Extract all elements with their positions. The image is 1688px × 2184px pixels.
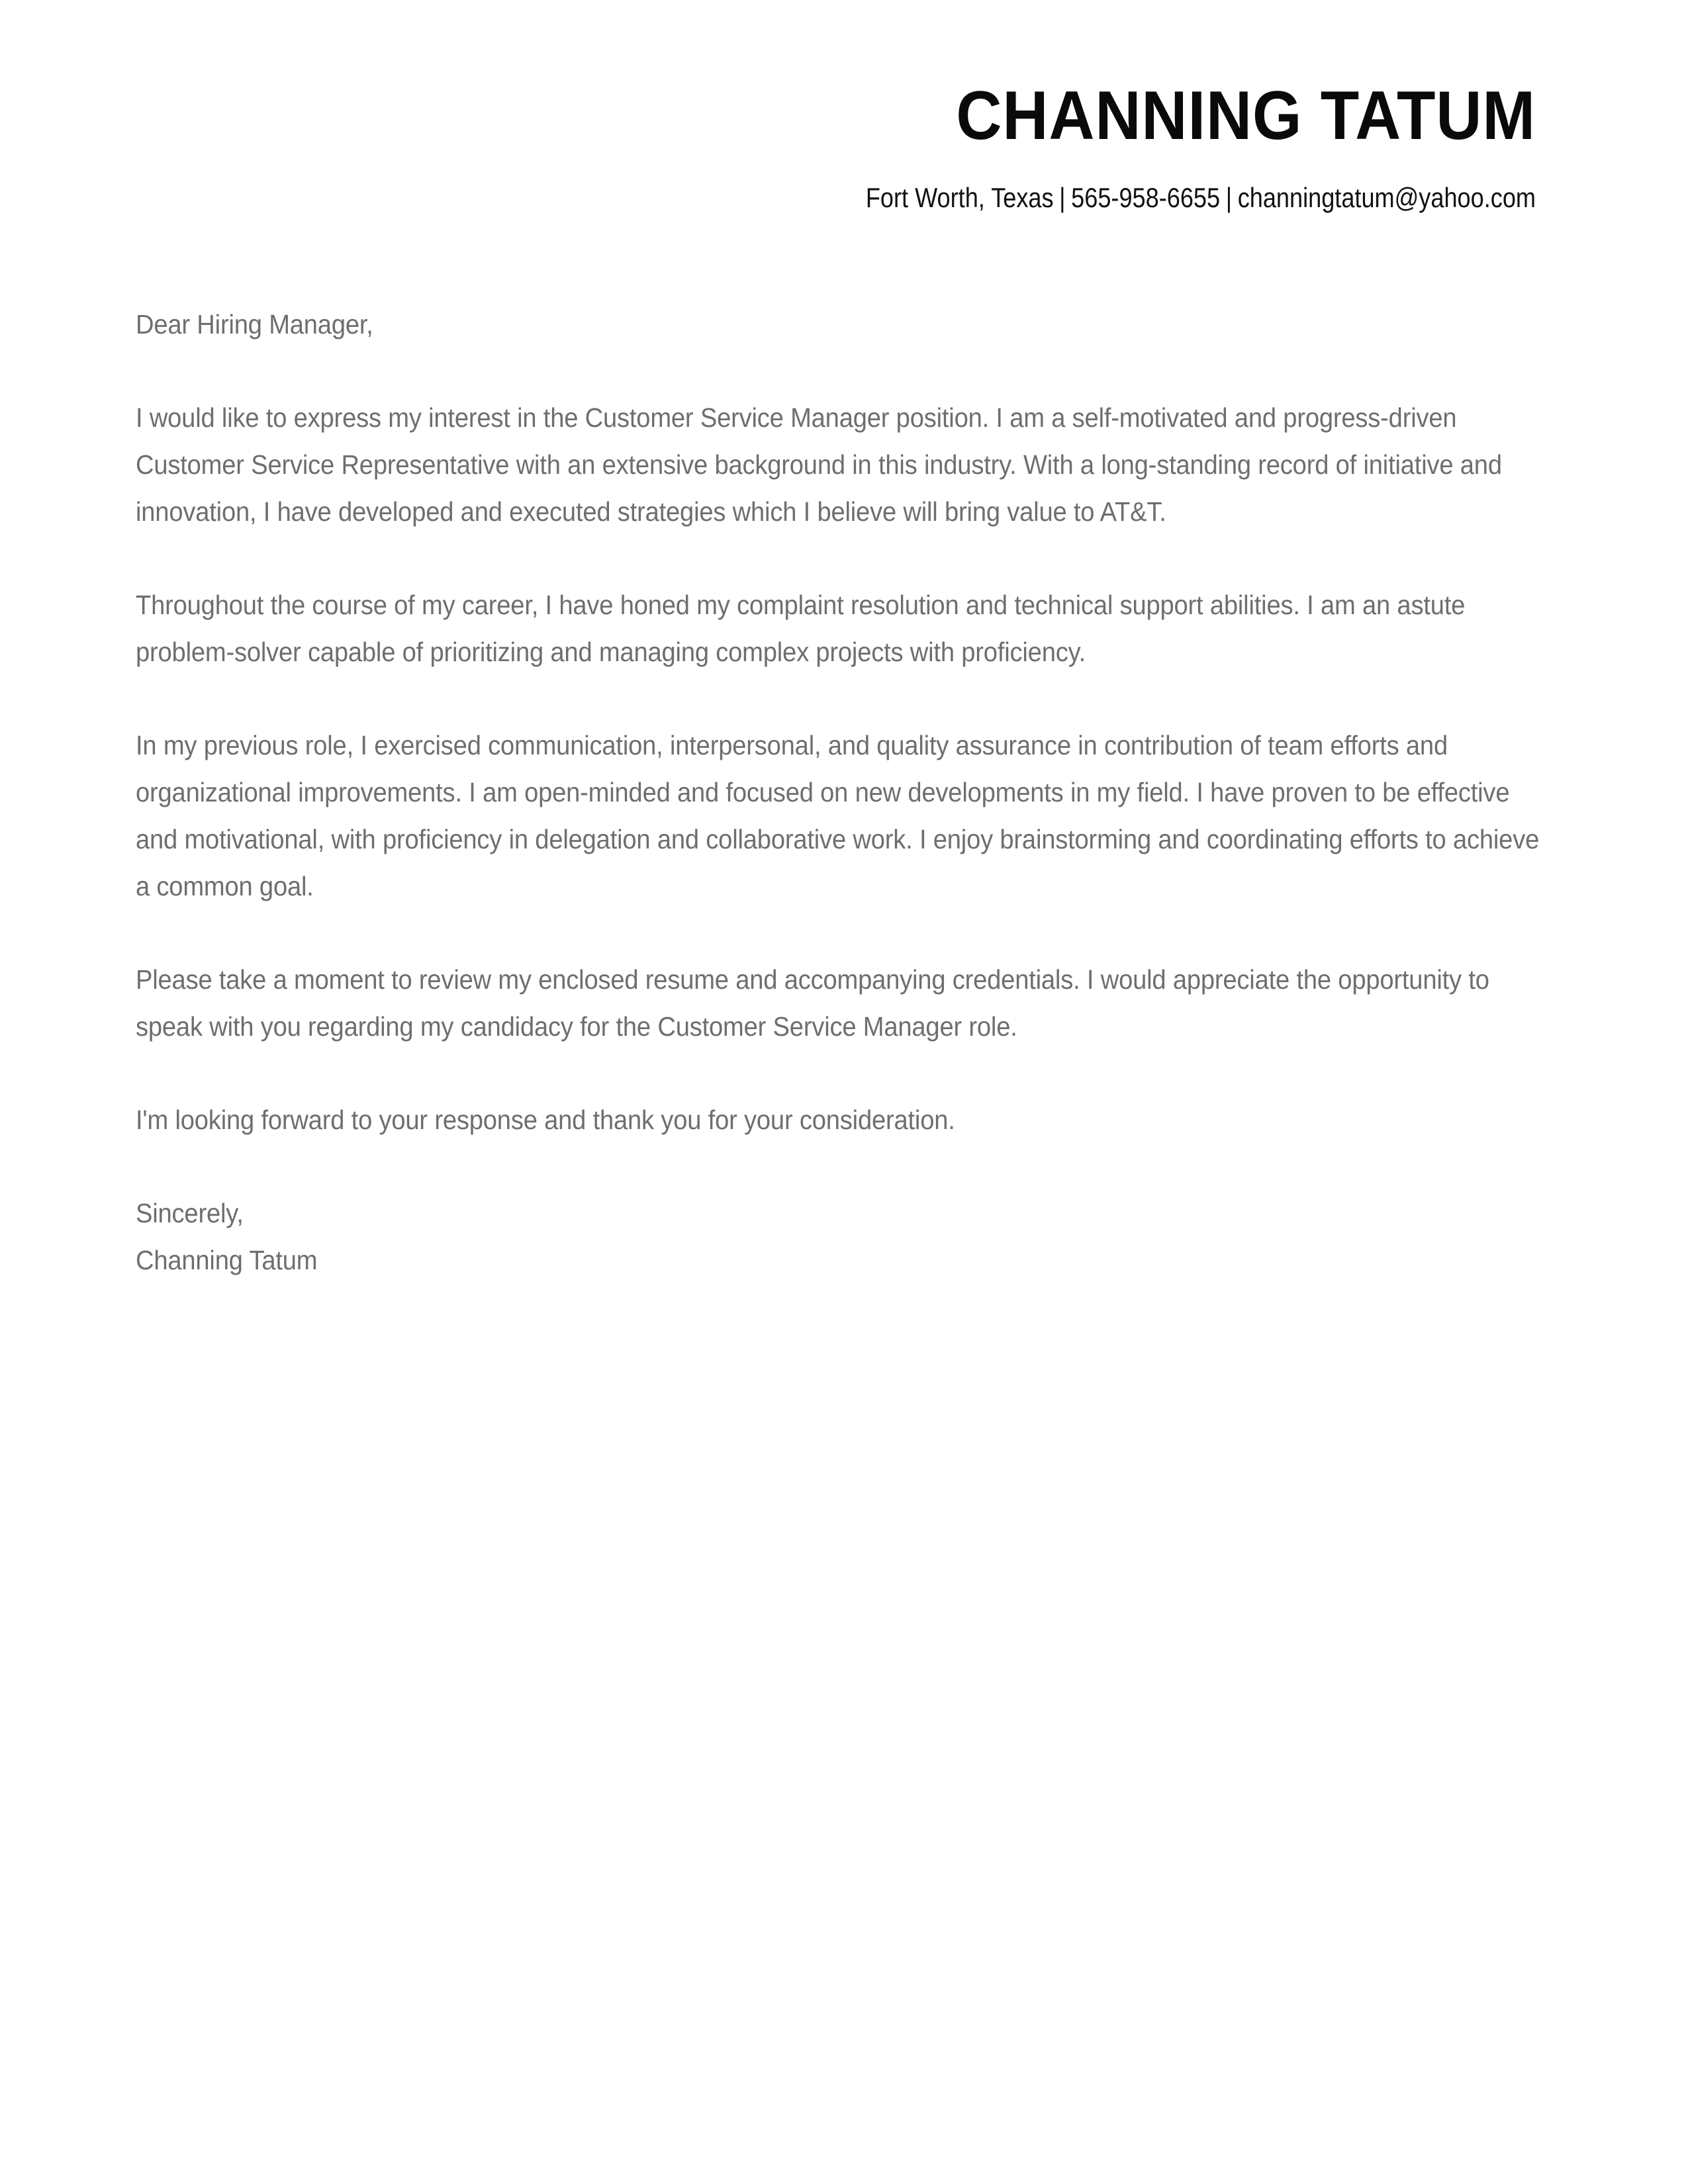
contact-info-line — [332, 152, 1536, 214]
salutation: Dear Hiring Manager, — [136, 309, 373, 340]
contact-separator-2: | — [1225, 182, 1233, 214]
closing-salutation: Sincerely, — [136, 1198, 244, 1228]
letter-paragraph-2: Throughout the course of my career, I have honed my complaint resolution and technical support abilities. I am an astute problem-solver capable of prioritizing and managing complex projects with proficiency. — [136, 590, 1466, 667]
letter-paragraph-5: I'm looking forward to your response and thank you for your consideration. — [136, 1105, 955, 1135]
contact-email: channingtatum@yahoo.com — [1237, 182, 1536, 214]
letter-paragraph-3: In my previous role, I exercised communication, interpersonal, and quality assurance in contribution of team efforts and organizational improvements. I am open-minded and focused on new developments in my field. I have proven to be effective and motivational, with proficiency in delegation and collaborative work. I enjoy brainstorming and coordinating efforts to achieve a common goal. — [136, 730, 1540, 901]
letter-paragraph-4: Please take a moment to review my enclosed resume and accompanying credentials. I would appreciate the opportunity to speak with you regarding my candidacy for the Customer Service Manager role. — [136, 964, 1489, 1042]
letter-body — [136, 301, 1552, 1284]
signature-name: Channing Tatum — [136, 1245, 318, 1275]
contact-location: Fort Worth, Texas — [865, 182, 1054, 214]
contact-separator-1: | — [1059, 182, 1066, 214]
letter-header — [136, 79, 1536, 215]
signature-block — [136, 1190, 1552, 1284]
contact-phone: 565-958-6655 — [1071, 182, 1221, 214]
page-title: CHANNING TATUM — [956, 77, 1536, 154]
letter-paragraph-1: I would like to express my interest in the Customer Service Manager position. I am a self-motivated and progress-driven Customer Service Representative with an extensive background in this industry. With a long-standing record of initiative and innovation, I have developed and executed strategies which I believe will bring value to AT&T. — [136, 402, 1502, 527]
